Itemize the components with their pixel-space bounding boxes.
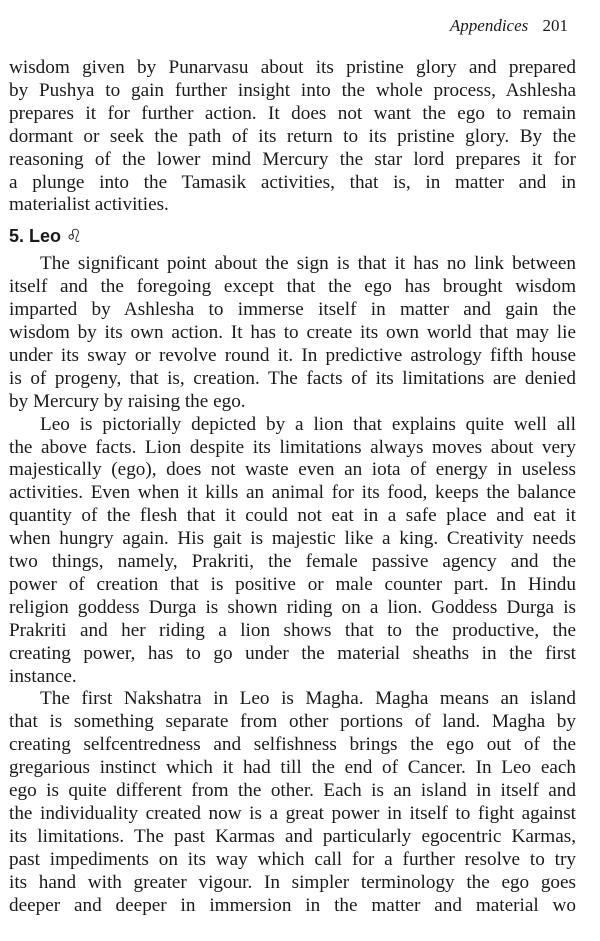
- text-line: Leo is pictorially depicted by a lion that explains quite well all: [40, 413, 576, 435]
- text-line: Prakriti and her riding a lion shows that to the productive, the: [9, 619, 576, 641]
- section-heading: [9, 225, 576, 249]
- text-line: majestically (ego), does not waste even an iota of energy in useless: [9, 459, 576, 481]
- text-line: power of creation that is positive or male counter part. In Hindu: [9, 573, 576, 595]
- text-line: itself and the foregoing except that the ego has brought wisdom: [9, 276, 576, 298]
- text-line: a plunge into the Tamasik activities, that is, in matter and in: [9, 171, 576, 193]
- page-body: [9, 57, 576, 918]
- text-line: religion goddess Durga is shown riding on a lion. Goddess Durga is: [9, 596, 576, 618]
- section-title: Appendices: [449, 16, 529, 35]
- text-line: quantity of the flesh that it could not eat in a safe place and eat it: [9, 505, 576, 527]
- text-line: the above facts. Lion despite its limitations always moves about very: [9, 436, 576, 458]
- text-line: is of progeny, that is, creation. The facts of its limitations are denied: [9, 367, 576, 389]
- paragraph-continued: [9, 57, 576, 217]
- text-line: when hungry again. His gait is majestic like a king. Creativity needs: [9, 528, 576, 550]
- text-line: materialist activities.: [9, 194, 169, 216]
- text-line: past impediments on its way which call for a further resolve to try: [9, 848, 576, 870]
- text-line: gregarious instinct which it had till the end of Cancer. In Leo each: [9, 757, 576, 779]
- paragraph: [9, 253, 576, 413]
- text-line: its limitations. The past Karmas and particularly egocentric Karmas,: [9, 825, 576, 847]
- text-line: imparted by Ashlesha to immerse itself in matter and gain the: [9, 299, 576, 321]
- heading-text: 5. Leo: [9, 226, 62, 247]
- text-line: wisdom given by Punarvasu about its pristine glory and prepared: [9, 57, 576, 78]
- text-line: dormant or seek the path of its return to its pristine glory. By the: [9, 125, 576, 147]
- text-line: its hand with greater vigour. In simpler terminology the ego goes: [9, 871, 576, 893]
- text-line: wisdom by its own action. It has to create its own world that may lie: [9, 321, 576, 343]
- leo-symbol-icon: ♌: [66, 226, 83, 248]
- text-line: deeper and deeper in immersion in the matter and material wo: [9, 894, 576, 916]
- text-line: that is something separate from other portions of land. Magha by: [9, 711, 576, 733]
- text-line: ego is quite different from the other. Each is an island in itself and: [9, 780, 576, 802]
- paragraph: [9, 688, 576, 917]
- text-line: creating power, has to go under the material sheaths in the first: [9, 642, 576, 664]
- text-line: under its sway or revolve round it. In predictive astrology fifth house: [9, 344, 576, 366]
- running-header: [450, 16, 568, 36]
- text-line: creating selfcentredness and selfishness brings the ego out of the: [9, 734, 576, 756]
- text-line: The significant point about the sign is that it has no link between: [40, 253, 576, 275]
- paragraph: [9, 414, 576, 689]
- text-line: reasoning of the lower mind Mercury the star lord prepares it for: [9, 148, 576, 170]
- text-line: The first Nakshatra in Leo is Magha. Magha means an island: [40, 688, 576, 710]
- page-number: 201: [542, 16, 568, 35]
- text-line: the individuality created now is a great power in itself to fight against: [9, 803, 576, 824]
- text-line: by Mercury by raising the ego.: [9, 390, 246, 412]
- text-line: by Pushya to gain further insight into the whole process, Ashlesha: [9, 79, 576, 101]
- text-line: activities. Even when it kills an animal for its food, keeps the balance: [9, 482, 576, 504]
- text-line: prepares it for further action. It does not want the ego to remain: [9, 102, 576, 124]
- text-line: instance.: [9, 665, 77, 687]
- text-line: two things, namely, Prakriti, the female passive agency and the: [9, 551, 576, 573]
